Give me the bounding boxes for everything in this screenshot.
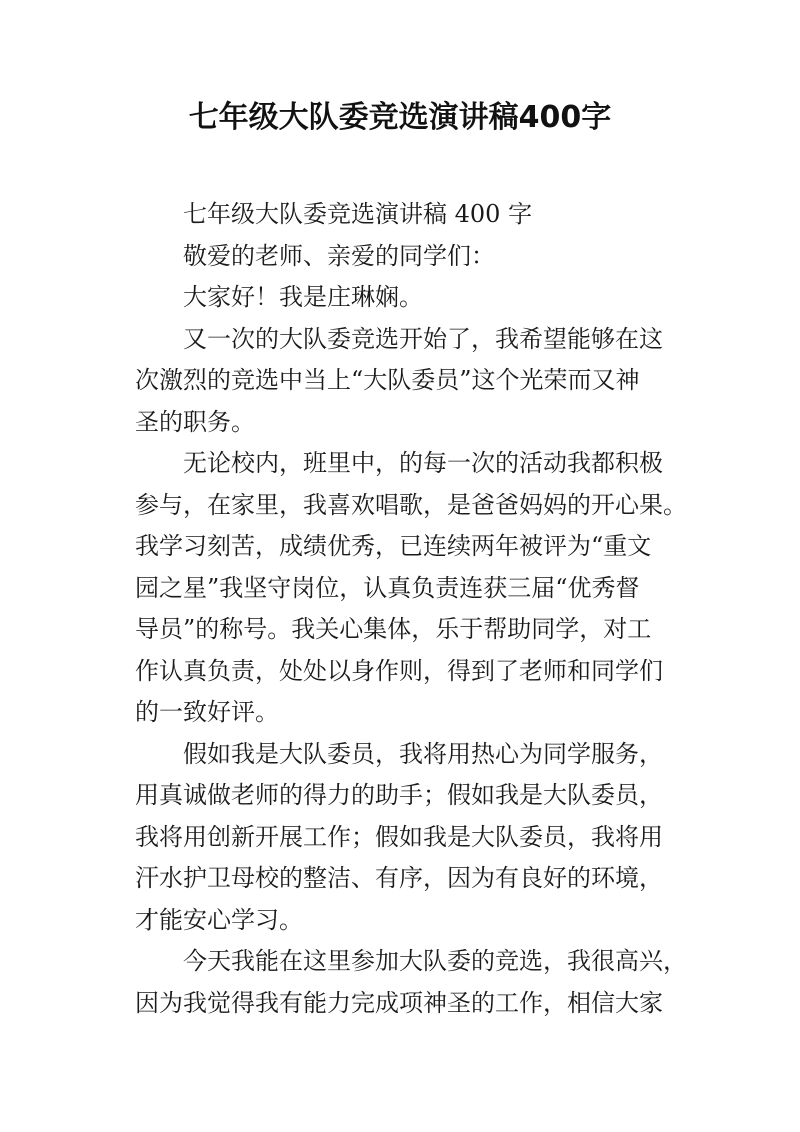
page-title: 七年级大队委竞选演讲稿400字: [188, 100, 612, 135]
text-line: 才能安心学习。: [135, 905, 303, 934]
text-line: 用真诚做老师的得力的助手；假如我是大队委员，: [135, 781, 663, 809]
text-line: 次激烈的竞选中当上“大队委员”这个光荣而又神: [135, 366, 640, 394]
text-line: 无论校内，班里中，的每一次的活动我都积极: [183, 449, 663, 477]
text-line: 作认真负责，处处以身作则，得到了老师和同学们: [135, 656, 663, 685]
text-line: 大家好！我是庄琳娴。: [183, 283, 423, 311]
text-line: 今天我能在这里参加大队委的竞选，我很高兴，: [183, 947, 687, 975]
document-body: [135, 194, 687, 1024]
text-line: 我学习刻苦，成绩优秀，已连续两年被评为“重文: [135, 532, 652, 560]
text-line: 参与，在家里，我喜欢唱歌，是爸爸妈妈的开心果。: [135, 490, 687, 519]
text-line: 又一次的大队委竞选开始了，我希望能够在这: [183, 324, 663, 353]
text-line: 圣的职务。: [135, 407, 255, 436]
text-line: 我将用创新开展工作；假如我是大队委员，我将用: [135, 822, 663, 851]
text-line: 园之星”我坚守岗位，认真负责连获三届“优秀督: [135, 573, 640, 602]
text-line: 导员”的称号。我关心集体，乐于帮助同学，对工: [135, 615, 652, 643]
text-line: 因为我觉得我有能力完成项神圣的工作，相信大家: [135, 988, 663, 1017]
text-line: 七年级大队委竞选演讲稿 400 字: [183, 200, 533, 228]
text-line: 汗水护卫母校的整洁、有序，因为有良好的环境，: [135, 864, 663, 892]
text-line: 敬爱的老师、亲爱的同学们：: [183, 241, 495, 270]
text-line: 的一致好评。: [135, 698, 279, 726]
text-line: 假如我是大队委员，我将用热心为同学服务，: [183, 739, 663, 768]
